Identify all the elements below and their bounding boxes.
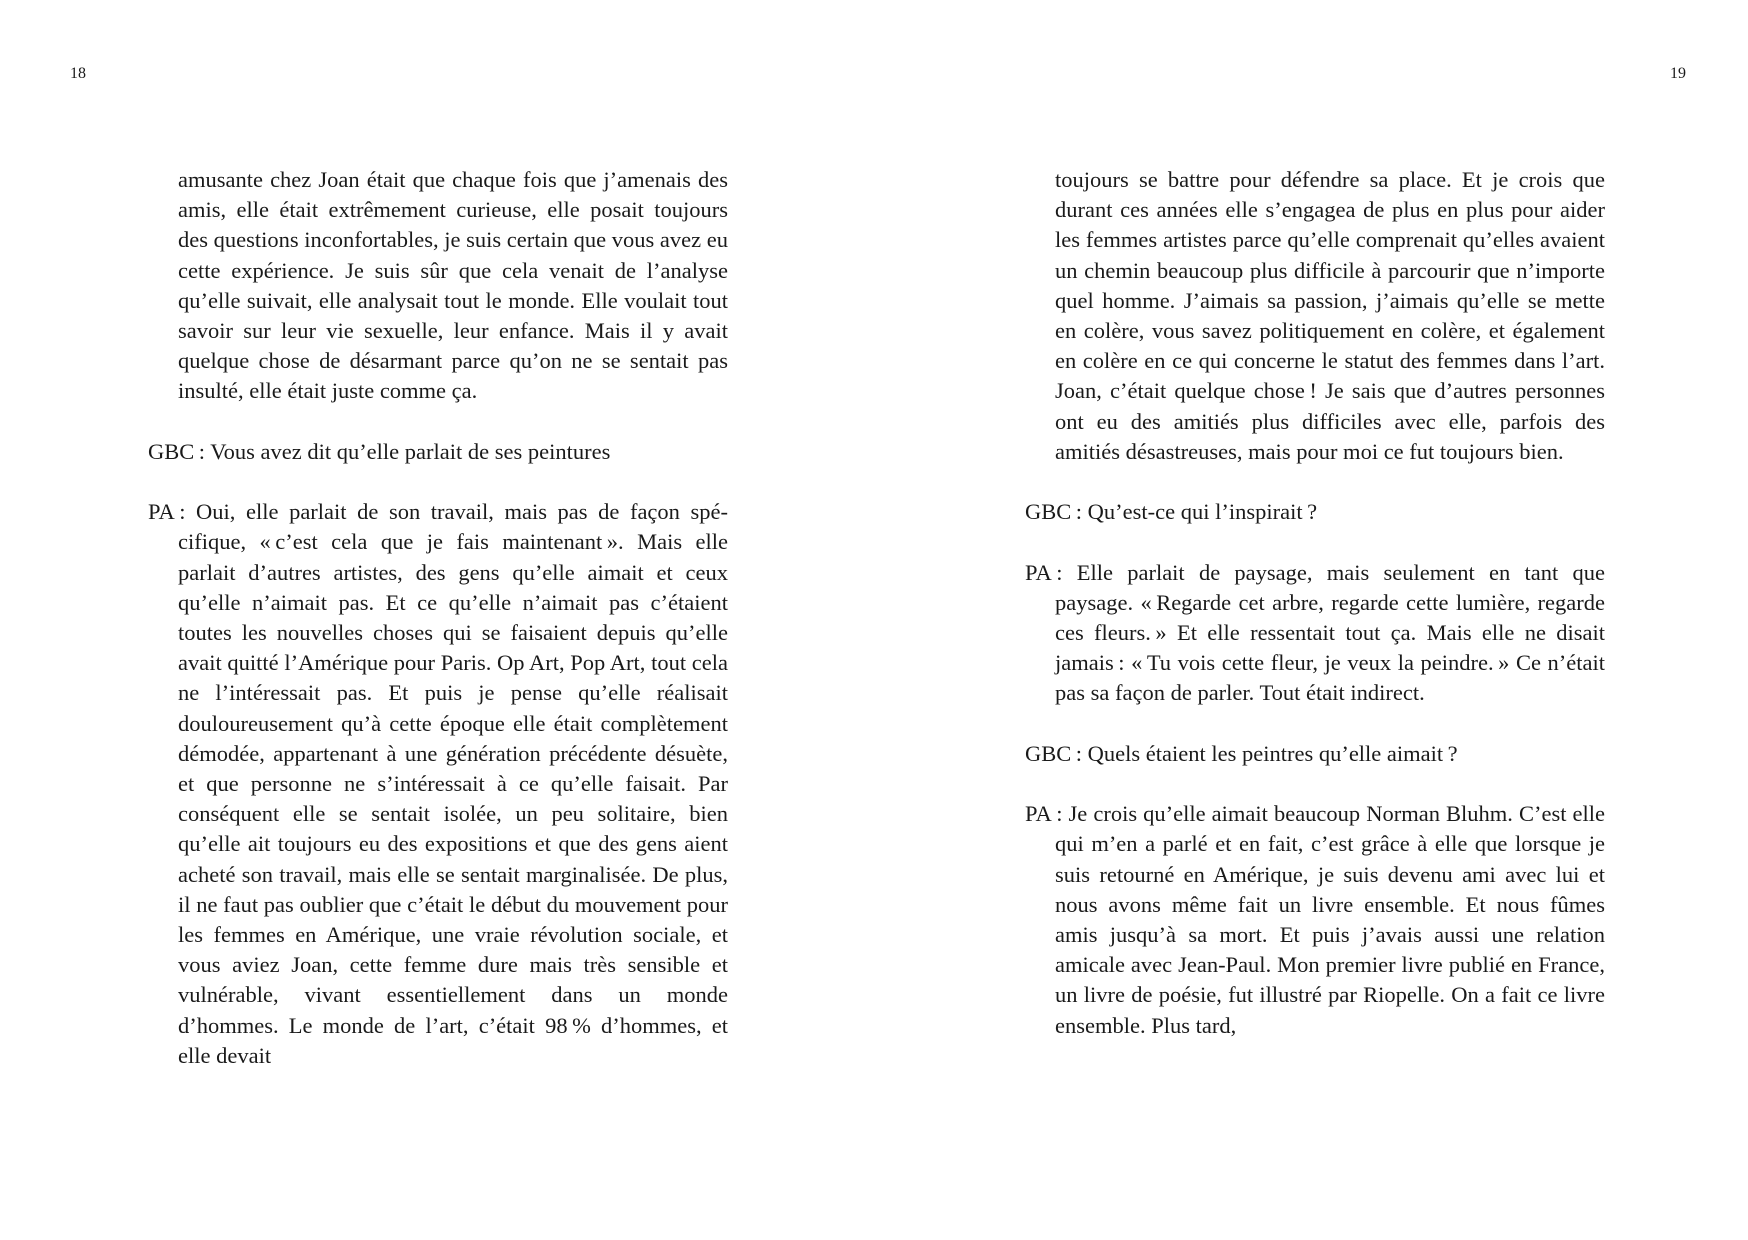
page-number-right: 19 [1670, 65, 1686, 82]
answer-text: Elle parlait de paysage, mais seulement en tant que paysage. « Regarde cet arbre, regarde cette lumière, regarde ces fleurs. » Et elle ressentait tout ça. Mais elle ne disait jamais : « Tu vois cette fleur, je veux la peindre. » Ce n’était pas sa façon de parler. Tout était indirect. [1055, 559, 1605, 706]
question-text: Vous avez dit qu’elle parlait de ses peintures [210, 438, 611, 464]
right-answer-pa-2 [1025, 799, 1605, 1041]
left-question-gbc [148, 437, 728, 467]
speaker-label-gbc: GBC : [148, 438, 206, 464]
speaker-label-gbc: GBC : [1025, 740, 1083, 766]
right-answer-pa-1 [1025, 558, 1605, 709]
left-answer-pa [148, 497, 728, 1071]
right-question-gbc-2 [1025, 739, 1605, 769]
answer-text: Je crois qu’elle aimait beaucoup Norman Bluhm. C’est elle qui m’en a parlé et en fait, c’est grâce à elle que lorsque je suis retourné en Amérique, je suis devenu ami avec lui et nous avons même fait un livre ensemble. Et nous fûmes amis jusqu’à sa mort. Et puis j’avais aussi une relation amicale avec Jean-Paul. Mon premier livre publié en France, un livre de poésie, fut illustré par Riopelle. On a fait ce livre ensemble. Plus tard, [1055, 801, 1606, 1038]
answer-text: Oui, elle parlait de son travail, mais pas de façon spécifique, « c’est cela que je fais maintenant ». Mais elle parlait d’autres artistes, des gens qu’elle aimait et ceux qu’elle n’aimait pas. Et ce qu’elle n’aimait pas c’étaient toutes les nouvelles choses qui se faisaient depuis qu’elle avait quitté l’Amérique pour Paris. Op Art, Pop Art, tout cela ne l’intéressait pas. Et puis je pense qu’elle réalisait douloureusement qu’à cette époque elle était complètement démodée, appartenant à une génération précédente désuète, et que personne ne s’intéressait à ce qu’elle faisait. Par conséquent elle se sentait isolée, un peu solitaire, bien qu’elle ait toujours eu des expositions et que des gens aient acheté son travail, mais elle se sentait marginalisée. De plus, il ne faut pas oublier que c’était le début du mouvement pour les femmes en Amérique, une vraie révolution sociale, et vous aviez Joan, cette femme dure mais très sensible et vulnérable, vivant essentiellement dans un monde d’hommes. Le monde de l’art, c’était 98 % d’hommes, et elle devait [178, 499, 729, 1068]
page-number-left: 18 [70, 65, 86, 82]
right-question-gbc-1 [1025, 497, 1605, 527]
right-page-text-column [1025, 165, 1605, 1071]
left-continuation-paragraph: amusante chez Joan était que chaque fois que j’amenais des amis, elle était extrêmement curieuse, elle posait toujours des questions inconfortables, je suis certain que vous avez eu cette expérience. Je suis sûr que cela venait de l’analyse qu’elle suivait, elle analysait tout le monde. Elle voulait tout savoir sur leur vie sexuelle, leur enfance. Mais il y avait quelque chose de désarmant parce qu’on ne se sentait pas insulté, elle était juste comme ça. [178, 167, 728, 404]
speaker-label-pa: PA : [148, 499, 186, 525]
question-text: Qu’est-ce qui l’inspirait ? [1087, 499, 1318, 525]
left-page-text-column [148, 165, 728, 1101]
speaker-label-pa: PA : [1025, 559, 1063, 585]
right-continuation-paragraph: toujours se battre pour défendre sa place. Et je crois que durant ces années elle s’engagea de plus en plus pour aider les femmes artistes parce qu’elle comprenait qu’elles avaient un chemin beaucoup plus difficile à parcourir que n’importe quel homme. J’aimais sa passion, j’aimais qu’elle se mette en colère, vous savez politiquement en colère, et également en colère en ce qui concerne le statut des femmes dans l’art. Joan, c’était quelque chose ! Je sais que d’autres personnes ont eu des amitiés plus difficiles avec elle, parfois des amitiés désastreuses, mais pour moi ce fut toujours bien. [1055, 167, 1605, 464]
question-text: Quels étaient les peintres qu’elle aimait ? [1087, 740, 1458, 766]
speaker-label-pa: PA : [1025, 801, 1063, 827]
speaker-label-gbc: GBC : [1025, 499, 1083, 525]
